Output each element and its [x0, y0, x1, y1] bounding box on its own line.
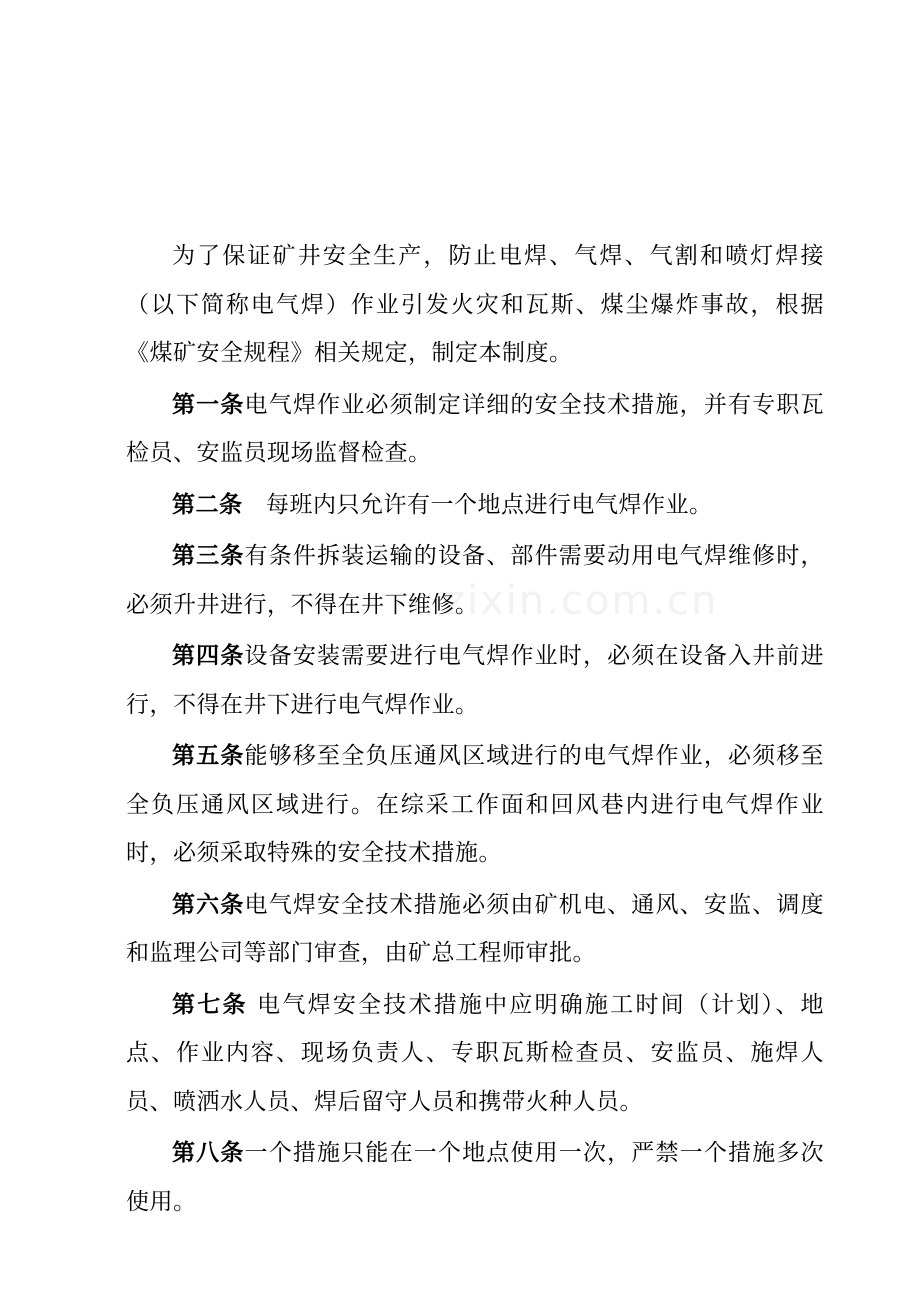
article-text: 有条件拆装运输的设备、部件需要动用电气焊维修时，必须升井进行，不得在井下维修。	[126, 543, 825, 618]
article-text: 设备安装需要进行电气焊作业时，必须在设备入井前进行，不得在井下进行电气焊作业。	[126, 643, 825, 718]
article-text: 一个措施只能在一个地点使用一次，严禁一个措施多次使用。	[126, 1140, 825, 1215]
article-8	[126, 1129, 824, 1226]
article-2	[126, 481, 824, 530]
article-heading: 第六条	[172, 891, 245, 918]
article-heading: 第七条	[172, 991, 248, 1018]
intro-paragraph: 为了保证矿井安全生产，防止电焊、气焊、气割和喷灯焊接（以下简称电气焊）作业引发火灾和瓦斯、煤尘爆炸事故，根据《煤矿安全规程》相关规定，制定本制度。	[126, 243, 824, 366]
article-3	[126, 532, 824, 629]
article-heading: 第三条	[172, 543, 245, 569]
article-text: 电气焊作业必须制定详细的安全技术措施，并有专职瓦检员、安监员现场监督检查。	[126, 391, 825, 466]
article-text: 电气焊安全技术措施中应明确施工时间（计划）、地点、作业内容、现场负责人、专职瓦斯检查员、安监员、施焊人员、喷洒水人员、焊后留守人员和携带火种人员。	[126, 991, 824, 1115]
article-heading: 第一条	[172, 391, 245, 418]
article-heading: 第四条	[172, 643, 245, 669]
article-text: 电气焊安全技术措施必须由矿机电、通风、安监、调度和监理公司等部门审查，由矿总工程师审批。	[126, 891, 825, 966]
article-text: 能够移至全负压通风区域进行的电气焊作业，必须移至全负压通风区域进行。在综采工作面和回风巷内进行电气焊作业时，必须采取特殊的安全技术措施。	[126, 743, 825, 866]
article-7	[126, 981, 824, 1127]
article-6	[126, 881, 824, 978]
article-heading: 第八条	[172, 1140, 245, 1166]
article-heading: 第五条	[172, 743, 245, 769]
article-text: 每班内只允许有一个地点进行电气焊作业。	[242, 491, 713, 518]
document-body	[126, 232, 824, 1229]
article-5	[126, 732, 824, 878]
article-heading: 第二条	[172, 491, 243, 518]
article-4	[126, 632, 824, 729]
article-1	[126, 381, 824, 478]
watermark: zixin.com.cn	[444, 578, 719, 624]
